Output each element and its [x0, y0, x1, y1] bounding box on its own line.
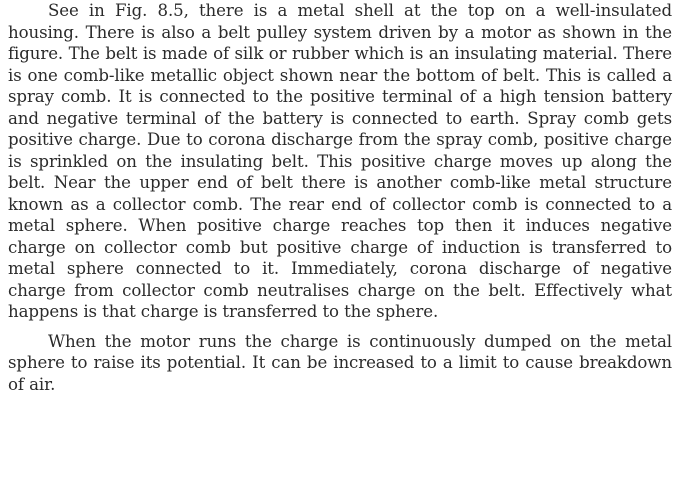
- paragraph-belt-mechanism: See in Fig. 8.5, there is a metal shell at the top on a well-insulated housing. There is also a belt pulley system driven by a motor as shown in the figure. The belt is made of silk or rubber which is an insulating material. There is one comb-like metallic object shown near the bottom of belt. This is called a spray comb. It is connected to the positive terminal of a high tension battery and negative terminal of the battery is connected to earth. Spray comb gets positive charge. Due to corona discharge from the spray comb, positive charge is sprinkled on the insulating belt. This positive charge moves up along the belt. Near the upper end of belt there is another comb-like metal structure known as a collector comb. The rear end of collector comb is connected to a metal sphere. When positive charge reaches top then it induces negative charge on collector comb but positive charge of induction is transferred to metal sphere connected to it. Immediately, corona discharge of negative charge from collector comb neutralises charge on the belt. Effectively what happens is that charge is transferred to the sphere.: [8, 1, 672, 321]
- paragraph-motor-potential: When the motor runs the charge is continuously dumped on the metal sphere to raise its potential. It can be increased to a limit to cause breakdown of air.: [8, 331, 672, 394]
- document-page: [8, 0, 672, 395]
